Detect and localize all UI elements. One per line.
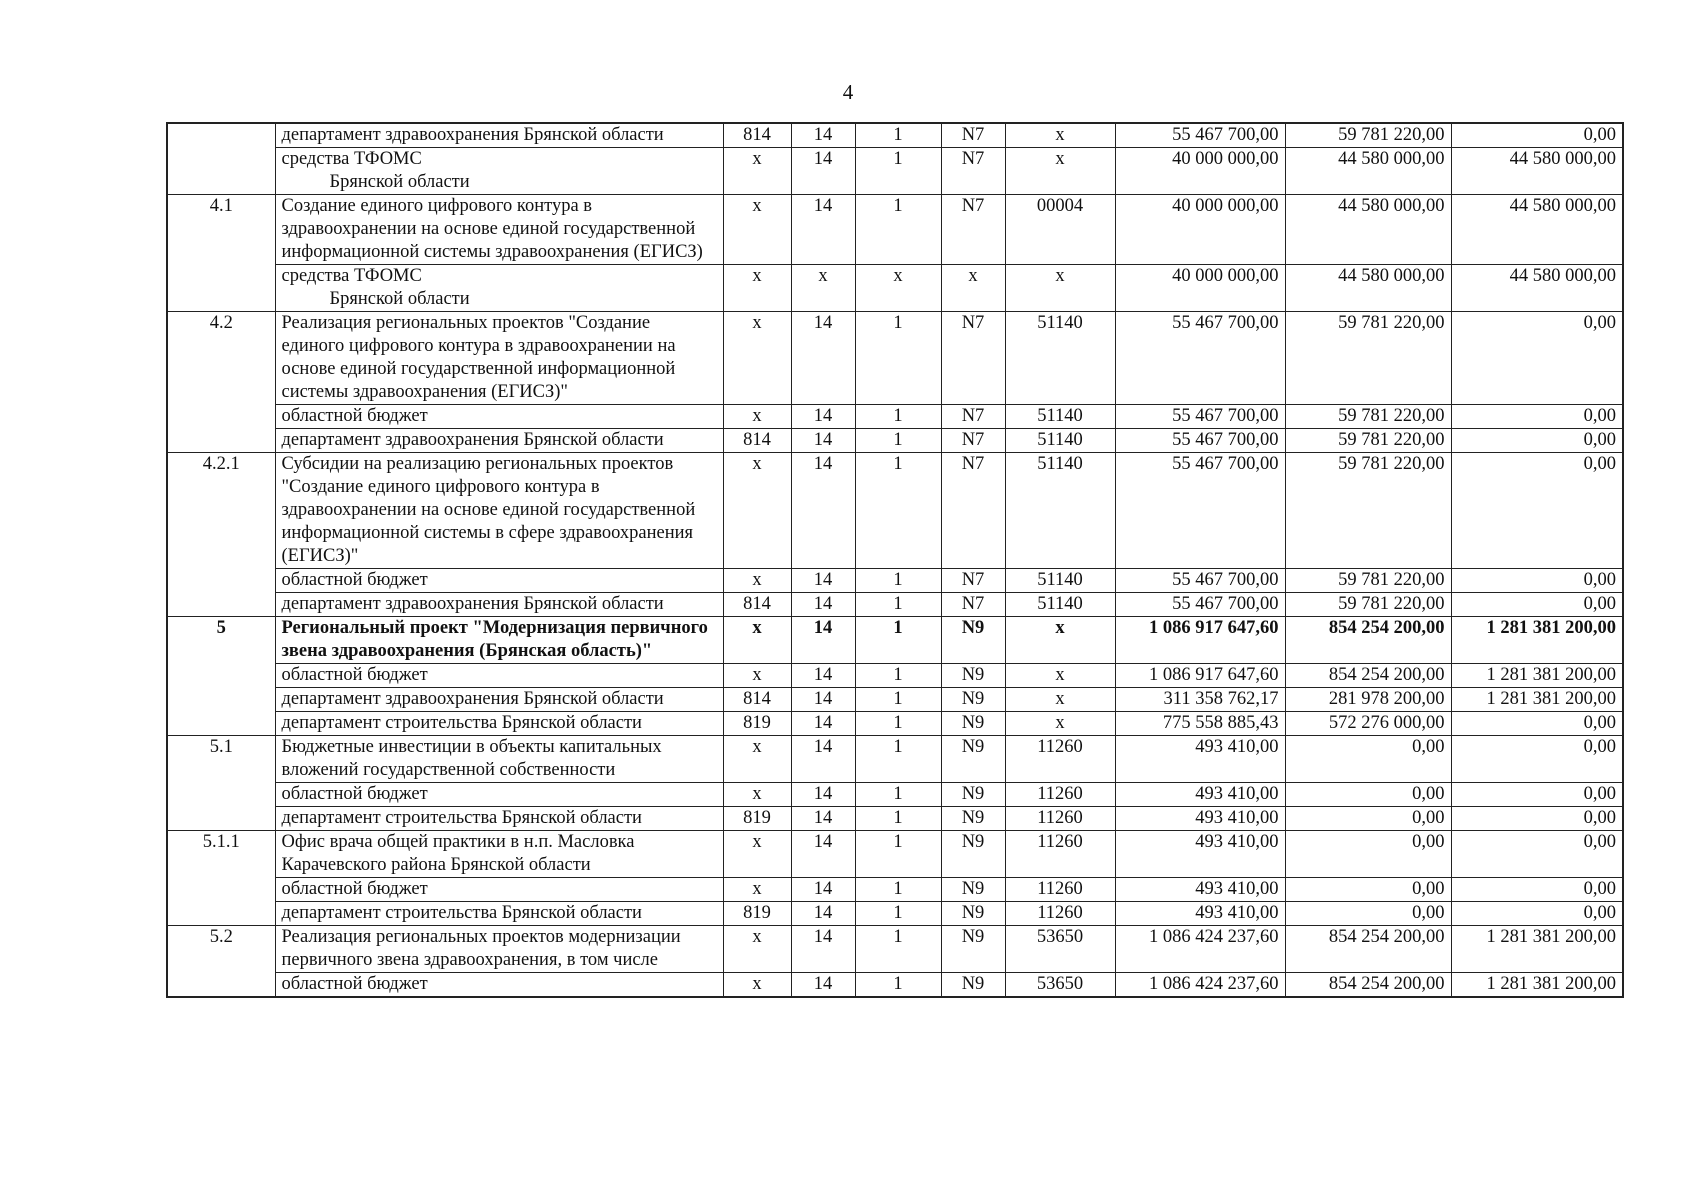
row-name-text: Региональный проект "Модернизация первичного звена здравоохранения (Брянская область)": [281, 618, 708, 661]
direction-code-cell: 51140: [1005, 453, 1115, 569]
subsection-code-cell: 1: [855, 148, 941, 195]
amount-year2-cell: 0,00: [1285, 902, 1451, 926]
row-name-text: департамент строительства Брянской области: [281, 713, 642, 733]
amount-year3-cell: 0,00: [1451, 593, 1623, 617]
table-row: [167, 593, 1623, 617]
row-name-subtext: Брянской области: [329, 172, 470, 192]
amount-year1-cell: 55 467 700,00: [1115, 123, 1285, 148]
row-number-cell: 5.1.1: [167, 831, 275, 878]
amount-year1-cell: 493 410,00: [1115, 807, 1285, 831]
section-code-cell: 14: [791, 453, 855, 569]
section-code-cell: 14: [791, 902, 855, 926]
direction-code-cell: 51140: [1005, 312, 1115, 405]
row-name-cell: [275, 973, 723, 998]
subsection-code-cell: 1: [855, 736, 941, 783]
project-code-cell: N7: [941, 453, 1005, 569]
table-row: [167, 831, 1623, 878]
row-number-cell: [167, 902, 275, 926]
amount-year3-cell: 0,00: [1451, 736, 1623, 783]
project-code-cell: N9: [941, 688, 1005, 712]
amount-year2-cell: 59 781 220,00: [1285, 429, 1451, 453]
project-code-cell: N7: [941, 195, 1005, 265]
direction-code-cell: 11260: [1005, 902, 1115, 926]
amount-year3-cell: 0,00: [1451, 429, 1623, 453]
direction-code-cell: 00004: [1005, 195, 1115, 265]
project-code-cell: N9: [941, 712, 1005, 736]
direction-code-cell: 11260: [1005, 878, 1115, 902]
grbs-code-cell: x: [723, 617, 791, 664]
project-code-cell: N9: [941, 807, 1005, 831]
row-number-cell: [167, 712, 275, 736]
project-code-cell: N7: [941, 123, 1005, 148]
section-code-cell: 14: [791, 831, 855, 878]
amount-year2-cell: 59 781 220,00: [1285, 123, 1451, 148]
row-name-cell: [275, 902, 723, 926]
row-name-text: департамент здравоохранения Брянской области: [281, 594, 664, 614]
subsection-code-cell: 1: [855, 123, 941, 148]
row-number-cell: [167, 973, 275, 998]
section-code-cell: 14: [791, 148, 855, 195]
row-name-text: областной бюджет: [281, 406, 428, 426]
table-row: [167, 617, 1623, 664]
direction-code-cell: x: [1005, 123, 1115, 148]
amount-year1-cell: 55 467 700,00: [1115, 453, 1285, 569]
subsection-code-cell: 1: [855, 712, 941, 736]
subsection-code-cell: 1: [855, 688, 941, 712]
table-row: [167, 736, 1623, 783]
table-row: [167, 453, 1623, 569]
grbs-code-cell: x: [723, 926, 791, 973]
row-name-cell: [275, 569, 723, 593]
direction-code-cell: x: [1005, 148, 1115, 195]
row-name-text: Офис врача общей практики в н.п. Масловка Карачевского района Брянской области: [281, 832, 635, 875]
row-number-cell: [167, 593, 275, 617]
grbs-code-cell: x: [723, 569, 791, 593]
row-name-text: департамент здравоохранения Брянской области: [281, 125, 664, 145]
subsection-code-cell: 1: [855, 926, 941, 973]
section-code-cell: 14: [791, 617, 855, 664]
amount-year1-cell: 311 358 762,17: [1115, 688, 1285, 712]
grbs-code-cell: x: [723, 312, 791, 405]
grbs-code-cell: 814: [723, 688, 791, 712]
section-code-cell: 14: [791, 736, 855, 783]
direction-code-cell: 11260: [1005, 831, 1115, 878]
section-code-cell: 14: [791, 664, 855, 688]
subsection-code-cell: 1: [855, 593, 941, 617]
row-number-cell: 5: [167, 617, 275, 664]
row-name-text: областной бюджет: [281, 665, 428, 685]
section-code-cell: 14: [791, 312, 855, 405]
row-name-cell: [275, 265, 723, 312]
amount-year2-cell: 854 254 200,00: [1285, 664, 1451, 688]
amount-year2-cell: 0,00: [1285, 807, 1451, 831]
row-number-cell: 4.2: [167, 312, 275, 405]
section-code-cell: 14: [791, 195, 855, 265]
amount-year3-cell: 1 281 381 200,00: [1451, 926, 1623, 973]
direction-code-cell: x: [1005, 688, 1115, 712]
row-name-text: Создание единого цифрового контура в здравоохранении на основе единой государственной информационной системы здравоохранения (ЕГИСЗ): [281, 196, 703, 262]
grbs-code-cell: x: [723, 973, 791, 998]
row-number-cell: [167, 123, 275, 148]
amount-year3-cell: 1 281 381 200,00: [1451, 688, 1623, 712]
grbs-code-cell: 814: [723, 593, 791, 617]
amount-year2-cell: 59 781 220,00: [1285, 453, 1451, 569]
project-code-cell: N7: [941, 569, 1005, 593]
amount-year1-cell: 40 000 000,00: [1115, 195, 1285, 265]
table-row: [167, 902, 1623, 926]
amount-year2-cell: 44 580 000,00: [1285, 195, 1451, 265]
row-name-cell: [275, 123, 723, 148]
grbs-code-cell: 819: [723, 902, 791, 926]
amount-year1-cell: 1 086 424 237,60: [1115, 926, 1285, 973]
subsection-code-cell: 1: [855, 664, 941, 688]
project-code-cell: N9: [941, 926, 1005, 973]
table-row: [167, 926, 1623, 973]
table-row: [167, 265, 1623, 312]
amount-year2-cell: 59 781 220,00: [1285, 593, 1451, 617]
project-code-cell: N9: [941, 902, 1005, 926]
amount-year3-cell: 0,00: [1451, 878, 1623, 902]
grbs-code-cell: x: [723, 405, 791, 429]
row-name-cell: [275, 712, 723, 736]
amount-year1-cell: 55 467 700,00: [1115, 312, 1285, 405]
grbs-code-cell: x: [723, 265, 791, 312]
row-name-cell: [275, 148, 723, 195]
direction-code-cell: x: [1005, 617, 1115, 664]
table-row: [167, 405, 1623, 429]
section-code-cell: 14: [791, 926, 855, 973]
project-code-cell: N9: [941, 783, 1005, 807]
row-name-text: средства ТФОМС: [281, 266, 422, 286]
project-code-cell: N9: [941, 617, 1005, 664]
amount-year2-cell: 44 580 000,00: [1285, 148, 1451, 195]
amount-year3-cell: 1 281 381 200,00: [1451, 973, 1623, 998]
row-number-cell: [167, 783, 275, 807]
direction-code-cell: x: [1005, 664, 1115, 688]
table-row: [167, 688, 1623, 712]
subsection-code-cell: 1: [855, 453, 941, 569]
grbs-code-cell: x: [723, 878, 791, 902]
section-code-cell: x: [791, 265, 855, 312]
row-name-cell: [275, 783, 723, 807]
subsection-code-cell: 1: [855, 617, 941, 664]
section-code-cell: 14: [791, 405, 855, 429]
amount-year2-cell: 0,00: [1285, 831, 1451, 878]
row-number-cell: [167, 429, 275, 453]
section-code-cell: 14: [791, 878, 855, 902]
table-row: [167, 312, 1623, 405]
grbs-code-cell: 819: [723, 807, 791, 831]
row-number-cell: [167, 148, 275, 195]
amount-year1-cell: 775 558 885,43: [1115, 712, 1285, 736]
amount-year3-cell: 0,00: [1451, 902, 1623, 926]
section-code-cell: 14: [791, 429, 855, 453]
row-name-text: областной бюджет: [281, 784, 428, 804]
project-code-cell: N7: [941, 429, 1005, 453]
direction-code-cell: 51140: [1005, 405, 1115, 429]
table-row: [167, 148, 1623, 195]
project-code-cell: x: [941, 265, 1005, 312]
amount-year1-cell: 55 467 700,00: [1115, 405, 1285, 429]
section-code-cell: 14: [791, 783, 855, 807]
subsection-code-cell: x: [855, 265, 941, 312]
page-number: 4: [842, 80, 854, 104]
subsection-code-cell: 1: [855, 973, 941, 998]
amount-year3-cell: 44 580 000,00: [1451, 195, 1623, 265]
section-code-cell: 14: [791, 712, 855, 736]
amount-year3-cell: 0,00: [1451, 405, 1623, 429]
section-code-cell: 14: [791, 569, 855, 593]
amount-year3-cell: 0,00: [1451, 783, 1623, 807]
subsection-code-cell: 1: [855, 405, 941, 429]
subsection-code-cell: 1: [855, 783, 941, 807]
amount-year1-cell: 493 410,00: [1115, 902, 1285, 926]
direction-code-cell: 53650: [1005, 926, 1115, 973]
amount-year2-cell: 572 276 000,00: [1285, 712, 1451, 736]
row-name-cell: [275, 688, 723, 712]
grbs-code-cell: x: [723, 831, 791, 878]
row-number-cell: [167, 265, 275, 312]
amount-year3-cell: 0,00: [1451, 831, 1623, 878]
row-name-text: областной бюджет: [281, 879, 428, 899]
grbs-code-cell: 814: [723, 429, 791, 453]
table-row: [167, 195, 1623, 265]
project-code-cell: N7: [941, 312, 1005, 405]
subsection-code-cell: 1: [855, 831, 941, 878]
amount-year1-cell: 55 467 700,00: [1115, 569, 1285, 593]
row-name-text: Бюджетные инвестиции в объекты капитальных вложений государственной собственности: [281, 737, 662, 780]
subsection-code-cell: 1: [855, 429, 941, 453]
amount-year3-cell: 0,00: [1451, 569, 1623, 593]
section-code-cell: 14: [791, 123, 855, 148]
row-name-cell: [275, 453, 723, 569]
subsection-code-cell: 1: [855, 807, 941, 831]
amount-year2-cell: 854 254 200,00: [1285, 973, 1451, 998]
row-name-cell: [275, 807, 723, 831]
grbs-code-cell: x: [723, 453, 791, 569]
amount-year2-cell: 0,00: [1285, 783, 1451, 807]
project-code-cell: N7: [941, 148, 1005, 195]
direction-code-cell: 51140: [1005, 593, 1115, 617]
row-name-text: Реализация региональных проектов "Создание единого цифрового контура в здравоохранении на основе единой государственной информационной системы здравоохранения (ЕГИСЗ)": [281, 313, 676, 402]
project-code-cell: N9: [941, 973, 1005, 998]
direction-code-cell: 51140: [1005, 429, 1115, 453]
row-name-cell: [275, 405, 723, 429]
row-name-cell: [275, 878, 723, 902]
project-code-cell: N9: [941, 878, 1005, 902]
amount-year1-cell: 40 000 000,00: [1115, 148, 1285, 195]
budget-table: [166, 122, 1624, 998]
table-row: [167, 712, 1623, 736]
row-name-cell: [275, 736, 723, 783]
row-name-cell: [275, 195, 723, 265]
amount-year3-cell: 0,00: [1451, 312, 1623, 405]
row-name-cell: [275, 429, 723, 453]
row-name-text: средства ТФОМС: [281, 149, 422, 169]
amount-year1-cell: 40 000 000,00: [1115, 265, 1285, 312]
amount-year2-cell: 44 580 000,00: [1285, 265, 1451, 312]
row-name-text: департамент здравоохранения Брянской области: [281, 430, 664, 450]
subsection-code-cell: 1: [855, 902, 941, 926]
row-name-cell: [275, 831, 723, 878]
project-code-cell: N9: [941, 831, 1005, 878]
table-row: [167, 783, 1623, 807]
project-code-cell: N7: [941, 405, 1005, 429]
amount-year3-cell: 0,00: [1451, 123, 1623, 148]
row-name-cell: [275, 617, 723, 664]
grbs-code-cell: x: [723, 195, 791, 265]
grbs-code-cell: x: [723, 783, 791, 807]
direction-code-cell: x: [1005, 712, 1115, 736]
row-name-subtext: Брянской области: [329, 289, 470, 309]
row-name-text: областной бюджет: [281, 974, 428, 994]
amount-year1-cell: 1 086 917 647,60: [1115, 617, 1285, 664]
amount-year3-cell: 1 281 381 200,00: [1451, 617, 1623, 664]
table-row: [167, 878, 1623, 902]
subsection-code-cell: 1: [855, 569, 941, 593]
amount-year1-cell: 1 086 917 647,60: [1115, 664, 1285, 688]
row-number-cell: 5.1: [167, 736, 275, 783]
amount-year3-cell: 44 580 000,00: [1451, 148, 1623, 195]
table-row: [167, 429, 1623, 453]
row-name-text: Субсидии на реализацию региональных проектов "Создание единого цифрового контура в здравоохранении на основе единой государственной информационной системы в сфере здравоохранения (ЕГИСЗ)": [281, 454, 696, 566]
amount-year2-cell: 59 781 220,00: [1285, 569, 1451, 593]
project-code-cell: N9: [941, 664, 1005, 688]
subsection-code-cell: 1: [855, 312, 941, 405]
direction-code-cell: 11260: [1005, 736, 1115, 783]
subsection-code-cell: 1: [855, 878, 941, 902]
amount-year3-cell: 0,00: [1451, 453, 1623, 569]
amount-year2-cell: 59 781 220,00: [1285, 312, 1451, 405]
amount-year1-cell: 55 467 700,00: [1115, 429, 1285, 453]
section-code-cell: 14: [791, 593, 855, 617]
section-code-cell: 14: [791, 688, 855, 712]
amount-year1-cell: 55 467 700,00: [1115, 593, 1285, 617]
direction-code-cell: 11260: [1005, 783, 1115, 807]
grbs-code-cell: x: [723, 736, 791, 783]
row-name-text: департамент здравоохранения Брянской области: [281, 689, 664, 709]
amount-year1-cell: 493 410,00: [1115, 783, 1285, 807]
direction-code-cell: 11260: [1005, 807, 1115, 831]
amount-year1-cell: 493 410,00: [1115, 736, 1285, 783]
grbs-code-cell: x: [723, 664, 791, 688]
amount-year1-cell: 493 410,00: [1115, 878, 1285, 902]
grbs-code-cell: 819: [723, 712, 791, 736]
row-name-text: областной бюджет: [281, 570, 428, 590]
section-code-cell: 14: [791, 807, 855, 831]
amount-year2-cell: 854 254 200,00: [1285, 926, 1451, 973]
table-row: [167, 123, 1623, 148]
row-name-cell: [275, 926, 723, 973]
row-number-cell: 5.2: [167, 926, 275, 973]
amount-year2-cell: 0,00: [1285, 878, 1451, 902]
direction-code-cell: 53650: [1005, 973, 1115, 998]
grbs-code-cell: 814: [723, 123, 791, 148]
amount-year1-cell: 493 410,00: [1115, 831, 1285, 878]
row-name-cell: [275, 664, 723, 688]
row-name-text: департамент строительства Брянской области: [281, 903, 642, 923]
row-number-cell: [167, 569, 275, 593]
row-number-cell: [167, 688, 275, 712]
amount-year2-cell: 281 978 200,00: [1285, 688, 1451, 712]
table-row: [167, 664, 1623, 688]
project-code-cell: N9: [941, 736, 1005, 783]
amount-year3-cell: 0,00: [1451, 712, 1623, 736]
row-number-cell: [167, 664, 275, 688]
project-code-cell: N7: [941, 593, 1005, 617]
row-name-text: Реализация региональных проектов модернизации первичного звена здравоохранения, в том числе: [281, 927, 681, 970]
amount-year2-cell: 0,00: [1285, 736, 1451, 783]
amount-year3-cell: 1 281 381 200,00: [1451, 664, 1623, 688]
row-name-cell: [275, 593, 723, 617]
row-number-cell: [167, 878, 275, 902]
direction-code-cell: 51140: [1005, 569, 1115, 593]
amount-year1-cell: 1 086 424 237,60: [1115, 973, 1285, 998]
row-number-cell: [167, 807, 275, 831]
subsection-code-cell: 1: [855, 195, 941, 265]
table-row: [167, 569, 1623, 593]
row-number-cell: 4.2.1: [167, 453, 275, 569]
amount-year3-cell: 0,00: [1451, 807, 1623, 831]
grbs-code-cell: x: [723, 148, 791, 195]
table-row: [167, 807, 1623, 831]
amount-year2-cell: 854 254 200,00: [1285, 617, 1451, 664]
row-number-cell: [167, 405, 275, 429]
row-number-cell: 4.1: [167, 195, 275, 265]
amount-year2-cell: 59 781 220,00: [1285, 405, 1451, 429]
table-row: [167, 973, 1623, 998]
row-name-text: департамент строительства Брянской области: [281, 808, 642, 828]
amount-year3-cell: 44 580 000,00: [1451, 265, 1623, 312]
row-name-cell: [275, 312, 723, 405]
direction-code-cell: x: [1005, 265, 1115, 312]
section-code-cell: 14: [791, 973, 855, 998]
